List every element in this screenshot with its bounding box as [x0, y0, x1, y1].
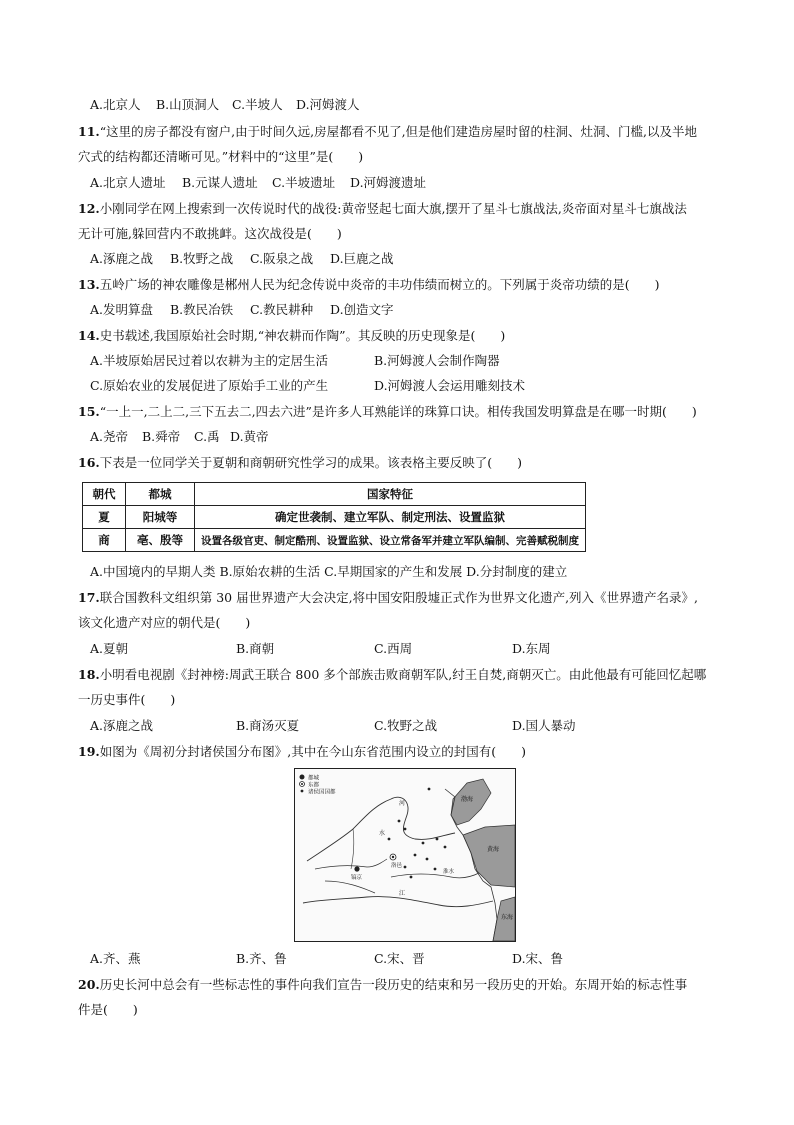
table-cell-features: 确定世袭制、建立军队、制定刑法、设置监狱 — [195, 506, 586, 529]
q17-option-c: C.西周 — [374, 641, 413, 656]
q19-option-c: C.宋、晋 — [374, 951, 425, 966]
q18-option-a: A.涿鹿之战 — [90, 718, 154, 733]
zhou-fengjian-map — [294, 768, 516, 942]
q11-option-d: D.河姆渡遗址 — [350, 175, 427, 190]
q16-options: A.中国境内的早期人类 B.原始农耕的生活 C.早期国家的产生和发展 D.分封制度的建立 — [90, 564, 568, 579]
table-header-dynasty: 朝代 — [83, 483, 126, 506]
dynasty-feature-table — [82, 482, 586, 552]
q18-option-b: B.商汤灭夏 — [236, 718, 300, 733]
q10-option-d: D.河姆渡人 — [296, 97, 360, 112]
table-row — [83, 529, 586, 552]
q14-option-b: B.河姆渡人会制作陶器 — [374, 353, 500, 368]
q12-stem-line1 — [78, 200, 687, 218]
label-bohai: 渤海 — [461, 796, 474, 803]
table-header-row — [83, 483, 586, 506]
q19-stem-line1 — [78, 743, 526, 761]
q12-option-b: B.牧野之战 — [170, 251, 234, 266]
label-huaishui: 淮水 — [443, 869, 455, 875]
q13-number: 13. — [78, 277, 100, 292]
q12-option-c: C.阪泉之战 — [250, 251, 314, 266]
q20-text1: 历史长河中总会有一些标志性的事件向我们宣告一段历史的结束和另一段历史的开始。东周开始的标志性事 — [99, 977, 688, 992]
q14-option-c: C.原始农业的发展促进了原始手工业的产生 — [90, 378, 329, 393]
q13-stem-line1 — [78, 276, 660, 294]
q13-option-d: D.创造文字 — [330, 302, 394, 317]
q15-stem-line1 — [78, 403, 697, 421]
q18-stem-line2: 一历史事件( ) — [78, 692, 176, 707]
q16-text1: 下表是一位同学关于夏朝和商朝研究性学习的成果。该表格主要反映了( ) — [99, 455, 523, 470]
q13-option-a: A.发明算盘 — [90, 302, 154, 317]
q11-option-a: A.北京人遗址 — [90, 175, 166, 190]
q13-option-c: C.教民耕种 — [250, 302, 314, 317]
q19-text1: 如图为《周初分封诸侯国分布图》,其中在今山东省范围内设立的封国有( ) — [99, 744, 526, 759]
q15-option-b: B.舜帝 — [142, 429, 181, 444]
q18-stem-line1 — [78, 666, 706, 684]
q15-option-c: C.禹 — [194, 429, 220, 444]
q11-number: 11. — [78, 124, 100, 139]
table-cell-capital: 亳、殷等 — [126, 529, 195, 552]
label-haojing: 镐京 — [351, 875, 363, 881]
q11-option-b: B.元谋人遗址 — [182, 175, 258, 190]
q18-text1: 小明看电视剧《封神榜:周武王联合 800 多个部族击败商朝军队,纣王自焚,商朝灭亡。由此他最有可能回忆起哪 — [99, 667, 707, 682]
label-huanghai: 黄海 — [487, 846, 500, 853]
table-cell-dynasty: 夏 — [83, 506, 126, 529]
q10-option-c: C.半坡人 — [232, 97, 283, 112]
q15-option-d: D.黄帝 — [230, 429, 269, 444]
q20-stem-line2: 件是( ) — [78, 1002, 138, 1017]
q17-text1: 联合国教科文组织第 30 届世界遗产大会决定,将中国安阳殷墟正式作为世界文化遗产,列入《世界遗产名录》, — [99, 590, 699, 605]
map-graphic — [295, 769, 515, 941]
q20-stem-line1 — [78, 976, 687, 994]
q17-option-a: A.夏朝 — [90, 641, 129, 656]
q17-stem-line2: 该文化遗产对应的朝代是( ) — [78, 615, 251, 630]
q12-option-a: A.涿鹿之战 — [90, 251, 154, 266]
q17-number: 17. — [78, 590, 100, 605]
q13-text1: 五岭广场的神农雕像是郴州人民为纪念传说中炎帝的丰功伟绩而树立的。下列属于炎帝功绩的是( ) — [99, 277, 660, 292]
q12-stem-line2: 无计可施,躲回营内不敢挑衅。这次战役是( ) — [78, 226, 342, 241]
q14-option-d: D.河姆渡人会运用雕刻技术 — [374, 378, 526, 393]
q19-number: 19. — [78, 744, 100, 759]
q17-stem-line1 — [78, 589, 698, 607]
q15-number: 15. — [78, 404, 100, 419]
label-he: 河 — [399, 800, 406, 807]
tributary — [351, 829, 354, 869]
q18-option-d: D.国人暴动 — [512, 718, 576, 733]
legend-east-capital: 东都 — [308, 782, 320, 789]
q16-number: 16. — [78, 455, 100, 470]
table-header-capital: 都城 — [126, 483, 195, 506]
q19-option-d: D.宋、鲁 — [512, 951, 564, 966]
table-cell-capital: 阳城等 — [126, 506, 195, 529]
han-river — [325, 881, 375, 893]
legend-capital: 都城 — [308, 775, 320, 782]
q10-option-a: A.北京人 — [90, 97, 141, 112]
q18-number: 18. — [78, 667, 100, 682]
q14-text1: 史书载述,我国原始社会时期,“神农耕而作陶”。其反映的历史现象是( ) — [99, 328, 506, 343]
q12-text1: 小刚同学在网上搜索到一次传说时代的战役:黄帝竖起七面大旗,摆开了星斗七旗战法,炎帝面对星斗七旗战法 — [99, 201, 687, 216]
q19-option-b: B.齐、鲁 — [236, 951, 287, 966]
legend-vassal-capital: 诸侯国国都 — [308, 789, 336, 796]
q14-number: 14. — [78, 328, 100, 343]
label-shui: 水 — [379, 830, 386, 837]
yellow-sea — [463, 825, 515, 887]
haojing-marker — [354, 866, 359, 871]
q15-option-a: A.尧帝 — [90, 429, 129, 444]
q14-stem-line1 — [78, 327, 505, 345]
table-row — [83, 506, 586, 529]
q15-text1: “一上一,二上二,三下五去二,四去六进”是许多人耳熟能详的珠算口诀。相传我国发明算盘是在哪一时期( ) — [99, 404, 697, 419]
table-header-features: 国家特征 — [195, 483, 586, 506]
q11-stem-line1 — [78, 123, 697, 141]
q19-option-a: A.齐、燕 — [90, 951, 141, 966]
huai-river — [391, 873, 479, 878]
q16-stem-line1 — [78, 454, 522, 472]
table-cell-features: 设置各级官吏、制定酷刑、设置监狱、设立常备军并建立军队编制、完善赋税制度 — [195, 529, 586, 552]
q13-option-b: B.教民冶铁 — [170, 302, 234, 317]
q14-option-a: A.半坡原始居民过着以农耕为主的定居生活 — [90, 353, 329, 368]
yangtze-river — [303, 897, 493, 907]
map-legend — [300, 774, 337, 796]
q11-option-c: C.半坡遗址 — [272, 175, 336, 190]
label-jiang: 江 — [399, 890, 406, 897]
table-cell-dynasty: 商 — [83, 529, 126, 552]
q11-text1: “这里的房子都没有窗户,由于时间久远,房屋都看不见了,但是他们建造房屋时留的柱洞、灶洞、门槛,以及半地 — [99, 124, 698, 139]
q17-option-b: B.商朝 — [236, 641, 275, 656]
label-donghai: 东海 — [501, 914, 514, 921]
q11-stem-line2: 穴式的结构都还清晰可见。”材料中的“这里”是( ) — [78, 149, 364, 164]
q20-number: 20. — [78, 977, 100, 992]
q12-number: 12. — [78, 201, 100, 216]
q10-option-b: B.山顶洞人 — [156, 97, 220, 112]
label-luoyi: 洛邑 — [391, 863, 403, 869]
q12-option-d: D.巨鹿之战 — [330, 251, 394, 266]
q17-option-d: D.东周 — [512, 641, 551, 656]
q18-option-c: C.牧野之战 — [374, 718, 438, 733]
